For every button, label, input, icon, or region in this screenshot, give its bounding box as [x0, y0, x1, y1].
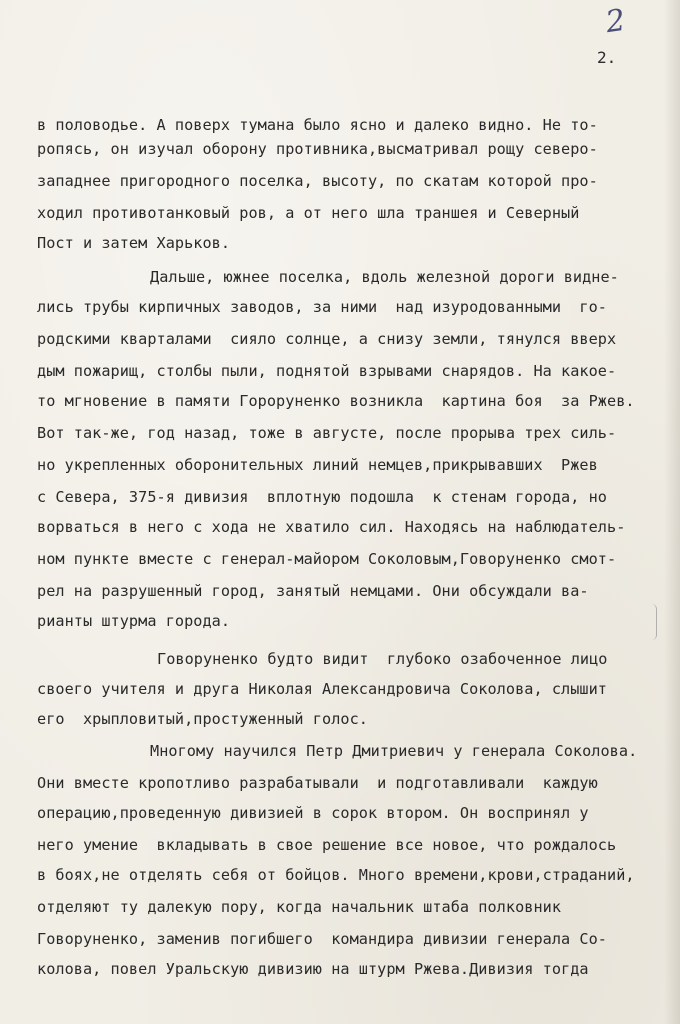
text-line: но укрепленных оборонительных линий немцев,прикрывавших Ржев [37, 456, 598, 474]
text-line: Говоруненко будто видит глубоко озабоченное лицо [157, 650, 608, 668]
text-line: в боях,не отделять себя от бойцов. Много времени,крови,страданий, [37, 866, 635, 884]
text-line: западнее пригородного поселка, высоту, по скатам которой про- [37, 172, 598, 190]
text-line: ном пункте вместе с генерал-майором Соколовым,Говоруненко смот- [37, 550, 617, 568]
text-line: лись трубы кирпичных заводов, за ними над изуродованными го- [37, 298, 608, 316]
text-line: то мгновение в памяти Горорунeнко возникла картина боя за Ржев. [37, 392, 635, 410]
text-line: рианты штурма города. [37, 612, 231, 630]
text-line: Они вместе кропотливо разрабатывали и подготавливали каждую [37, 774, 598, 792]
text-line: колова, повел Уральскую дивизию на штурм Ржева.Дивизия тогда [37, 960, 589, 978]
archive-sheet-number: 2 [603, 2, 628, 41]
text-line: его хрыпловитый,простуженный голос. [37, 710, 368, 728]
text-line: Вот так-же, год назад, тоже в августе, после прорыва трех силь- [37, 424, 617, 442]
text-line: ходил противотанковый ров, а от него шла траншея и Северный [37, 204, 580, 222]
text-line: операцию,проведенную дивизией в сорок втором. Он воспринял у [37, 804, 589, 822]
text-line: с Севера, 375-я дивизия вплотную подошла к стенам города, но [37, 488, 608, 506]
text-line: ропясь, он изучал оборону противника,высматривал рощу северо- [37, 140, 598, 158]
text-line: отделяют ту далекую пору, когда начальник штаба полковник [37, 898, 562, 916]
text-line: Дальше, южнее поселка, вдоль железной дороги видне- [150, 268, 619, 286]
text-line: Пост и затем Харьков. [37, 234, 231, 252]
text-line: Говоруненко, заменив погибшего командира дивизии генерала Со- [37, 930, 608, 948]
text-line: своего учителя и друга Николая Александровича Соколова, слышит [37, 680, 608, 698]
page-number: 2. [597, 48, 617, 67]
margin-bracket-mark [652, 604, 657, 640]
text-line: него умение вкладывать в свое решение все новое, что рождалось [37, 836, 617, 854]
text-line: рел на разрушенный город, занятый немцами. Они обсуждали ва- [37, 582, 589, 600]
text-line: родскими кварталами сияло солнце, а снизу земли, тянулся вверх [37, 330, 617, 348]
page-edge-shadow [664, 0, 680, 1024]
text-line: в половодье. А поверх тумана было ясно и далеко видно. Не то- [37, 116, 598, 134]
text-line: дым пожарищ, столбы пыли, поднятой взрывами снарядов. На какое- [37, 362, 617, 380]
text-line: Многому научился Петр Дмитриевич у генерала Соколова. [150, 742, 638, 760]
text-line: ворваться в него с хода не хватило сил. Находясь на наблюдатель- [37, 518, 626, 536]
